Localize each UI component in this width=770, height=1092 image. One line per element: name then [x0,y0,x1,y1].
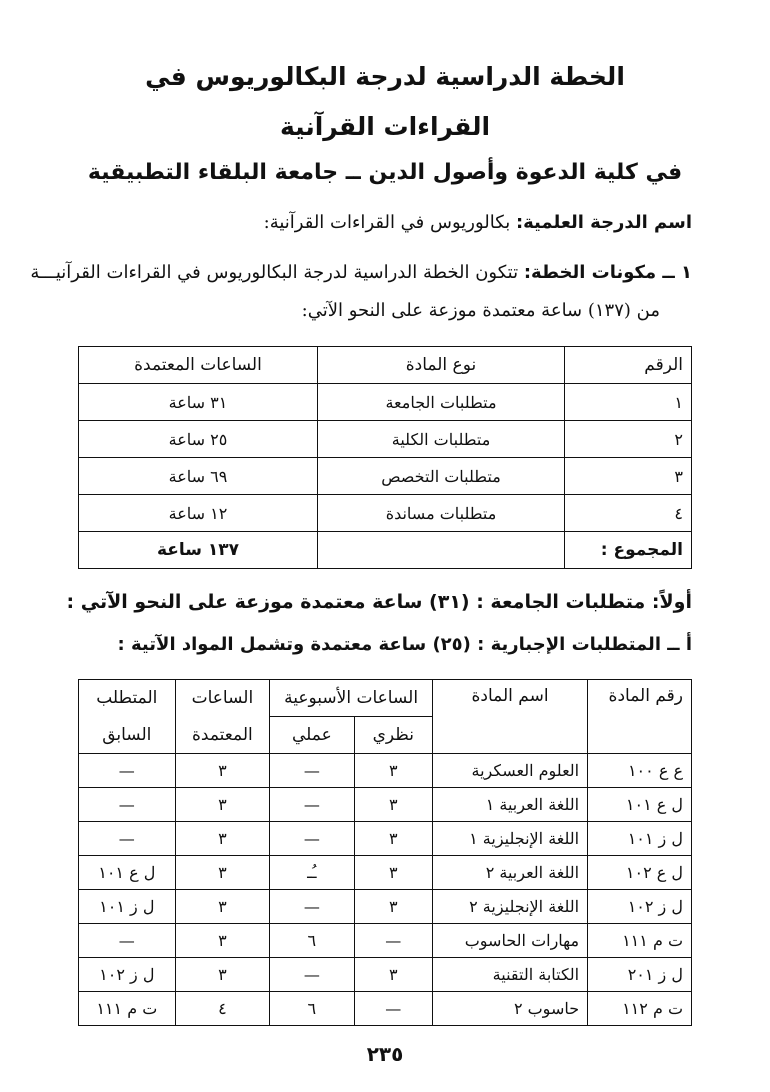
row-type: متطلبات الكلية [318,421,565,458]
degree-label: اسم الدرجة العلمية: [515,212,692,233]
course-theory: ٣ [354,890,433,924]
course-credit: ٣ [175,822,270,856]
section-heading [67,591,692,613]
header-hours: الساعات المعتمدة [79,347,318,384]
course-name: العلوم العسكرية [433,754,588,788]
course-name: مهارات الحاسوب [433,924,588,958]
course-code: ع ع ١٠٠ [588,754,692,788]
table-row [79,924,692,958]
course-theory: ٣ [354,856,433,890]
table-row [79,890,692,924]
course-theory: — [354,924,433,958]
row-hours: ٦٩ ساعة [79,458,318,495]
courses-table [78,679,692,1026]
course-prerequisite: — [79,788,176,822]
table-row [79,754,692,788]
course-code: ل ز ١٠١ [588,822,692,856]
summary-header-row [79,347,692,384]
section-heading-text: متطلبات الجامعة : (٣١) ساعة معتمدة موزعة على النحو الآتي : [66,591,646,613]
course-credit: ٣ [175,958,270,992]
course-prerequisite: ل ز ١٠١ [79,890,176,924]
page-number: ٢٣٥ [366,1042,404,1066]
document-title: الخطة الدراسية لدرجة البكالوريوس في [145,62,625,91]
header-prerequisite-2: السابق [79,717,176,754]
table-row [79,421,692,458]
header-practical: عملي [270,717,354,754]
course-prerequisite: — [79,822,176,856]
course-theory: ٣ [354,788,433,822]
row-number: ١ [565,384,692,421]
course-code: ل ز ٢٠١ [588,958,692,992]
course-name: حاسوب ٢ [433,992,588,1026]
table-row [79,856,692,890]
course-credit: ٣ [175,788,270,822]
components-text-1: تتكون الخطة الدراسية لدرجة البكالوريوس في القراءات القرآنيـــة [30,262,524,283]
row-number: ٣ [565,458,692,495]
summary-total-row [79,532,692,569]
course-practical: ٦ [270,924,354,958]
row-hours: ٢٥ ساعة [79,421,318,458]
row-type: متطلبات التخصص [318,458,565,495]
course-practical: — [270,788,354,822]
course-theory: — [354,992,433,1026]
header-number: الرقم [565,347,692,384]
course-credit: ٤ [175,992,270,1026]
header-prerequisite: المتطلب [79,680,176,717]
table-row [79,822,692,856]
course-theory: ٣ [354,958,433,992]
degree-line [264,212,692,233]
course-credit: ٣ [175,856,270,890]
course-prerequisite: ل ع ١٠١ [79,856,176,890]
document-title-line2: القراءات القرآنية [279,112,491,141]
subsection-heading: أ ــ المتطلبات الإجبارية : (٢٥) ساعة معتمدة وتشمل المواد الآتية : [117,634,692,655]
table-row [79,788,692,822]
course-credit: ٣ [175,924,270,958]
table-row [79,384,692,421]
course-code: ل ع ١٠٢ [588,856,692,890]
row-number: ٢ [565,421,692,458]
course-practical: ـُـ [270,856,354,890]
course-name: اللغة العربية ٢ [433,856,588,890]
course-code: ت م ١١٢ [588,992,692,1026]
course-prerequisite: ل ز ١٠٢ [79,958,176,992]
components-text-2: من (١٣٧) ساعة معتمدة موزعة على النحو الآتي: [301,300,660,321]
course-name: اللغة العربية ١ [433,788,588,822]
row-number: ٤ [565,495,692,532]
course-code: ل ع ١٠١ [588,788,692,822]
section-heading-prefix: أولاً: [645,591,692,613]
document-subtitle: في كلية الدعوة وأصول الدين ــ جامعة البلقاء التطبيقية [87,160,683,185]
course-name: اللغة الإنجليزية ١ [433,822,588,856]
components-label: مكونات الخطة: [523,262,657,283]
course-practical: — [270,890,354,924]
table-row [79,992,692,1026]
course-prerequisite: — [79,924,176,958]
table-row [79,495,692,532]
row-hours: ١٢ ساعة [79,495,318,532]
header-credit-hours-2: المعتمدة [175,717,270,754]
components-number: ١ ــ [656,262,692,283]
course-code: ت م ١١١ [588,924,692,958]
header-weekly-hours: الساعات الأسبوعية [270,680,433,717]
course-prerequisite: — [79,754,176,788]
total-hours: ١٣٧ ساعة [79,532,318,569]
course-credit: ٣ [175,754,270,788]
row-type: متطلبات مساندة [318,495,565,532]
table-row [79,958,692,992]
course-practical: — [270,822,354,856]
course-practical: — [270,958,354,992]
summary-table [78,346,692,569]
total-label: المجموع : [565,532,692,569]
course-credit: ٣ [175,890,270,924]
header-theory: نظري [354,717,433,754]
table-row [79,458,692,495]
components-line [30,262,692,283]
course-theory: ٣ [354,754,433,788]
row-type: متطلبات الجامعة [318,384,565,421]
course-prerequisite: ت م ١١١ [79,992,176,1026]
course-practical: — [270,754,354,788]
row-hours: ٣١ ساعة [79,384,318,421]
header-type: نوع المادة [318,347,565,384]
course-name: اللغة الإنجليزية ٢ [433,890,588,924]
course-code: ل ز ١٠٢ [588,890,692,924]
header-course-code: رقم المادة [588,680,692,754]
course-theory: ٣ [354,822,433,856]
total-empty-cell [318,532,565,569]
header-course-name: اسم المادة [433,680,588,754]
header-credit-hours: الساعات [175,680,270,717]
courses-header-row-1 [79,680,692,717]
course-practical: ٦ [270,992,354,1026]
course-name: الكتابة التقنية [433,958,588,992]
degree-value: بكالوريوس في القراءات القرآنية: [263,212,516,233]
